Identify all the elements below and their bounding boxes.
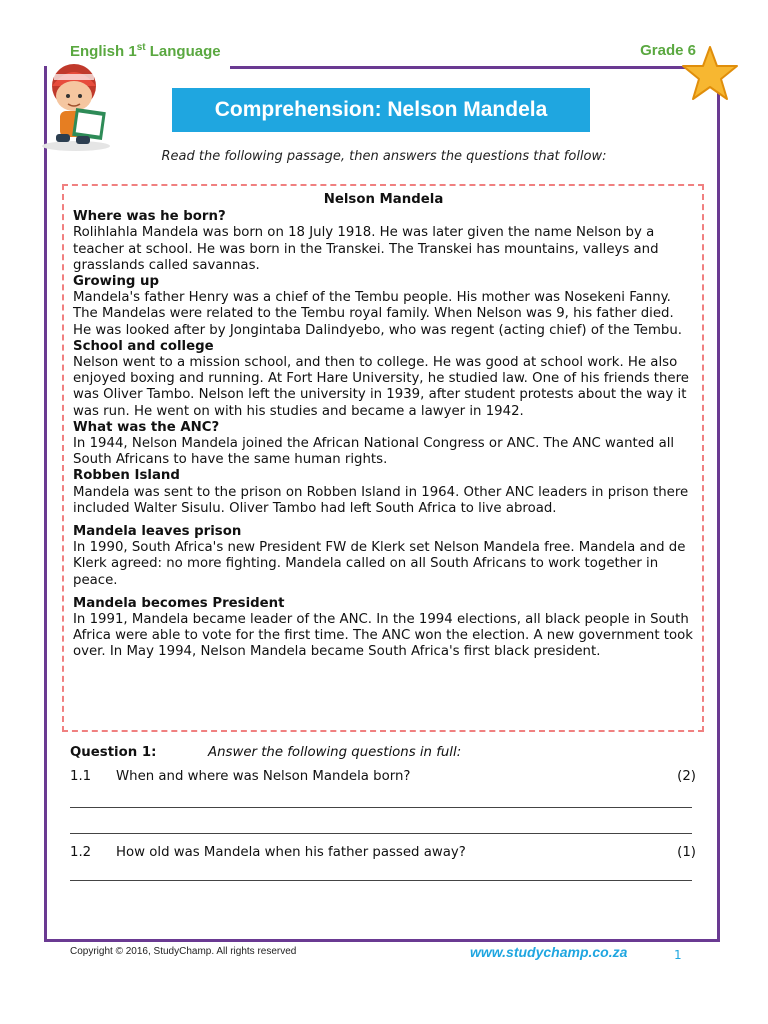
grade-label: Grade 6 [640,42,696,59]
question-marks: (1) [677,845,696,860]
answer-line[interactable] [70,833,692,834]
page-frame-top [230,66,686,69]
section-text: In 1990, South Africa's new President FW de Klerk set Nelson Mandela free. Mandela and de Klerk agreed: no more fighting. Mandela called on all South Africans to work together in peace. [73,540,686,588]
question-text: How old was Mandela when his father passed away? [116,845,466,860]
section-text: Rolihlahla Mandela was born on 18 July 1918. He was later given the name Nelson by a teacher at school. He was born in the Transkei. The Transkei has mountains, valleys and grasslands called savannas. [73,225,659,273]
section-heading: Mandela becomes President [73,595,285,611]
page-number: 1 [674,948,682,962]
question-number: 1.1 [70,769,92,784]
copyright-text: Copyright © 2016, StudyChamp. All rights reserved [70,946,297,957]
star-icon [680,44,740,104]
question-item [70,769,696,784]
reading-instruction: Read the following passage, then answers the questions that follow: [161,149,607,164]
question-marks: (2) [677,769,696,784]
section-heading: Growing up [73,274,160,290]
page-title: Comprehension: Nelson Mandela [172,88,590,132]
section-text: In 1944, Nelson Mandela joined the African National Congress or ANC. The ANC wanted all South Africans to have the same human rights. [73,436,675,468]
section-text: Mandela was sent to the prison on Robben Island in 1964. Other ANC leaders in prison there included Walter Sisulu. Oliver Tambo had left South Africa to live abroad. [73,484,689,516]
section-text: In 1991, Mandela became leader of the ANC. In the 1994 elections, all black people in South Africa were able to vote for the first time. The ANC won the election. A new government took over. In May 1994, Nelson Mandela became South Africa's first black president. [73,612,693,660]
section-text: Mandela's father Henry was a chief of the Tembu people. His mother was Nosekeni Fanny. The Mandelas were related to the Tembu royal family. When Nelson was 9, his father died. He was looked after by Jongintaba Dalindyebo, who was regent (acting chief) of the Tembu. [73,290,683,338]
section-heading: Robben Island [73,468,180,484]
reading-child-icon [30,56,120,152]
section-heading: Where was he born? [73,209,226,225]
question-item [70,845,696,860]
question-number: 1.2 [70,845,92,860]
passage-box [62,184,704,732]
website-link[interactable]: www.studychamp.co.za [470,944,628,960]
question-header [70,745,461,760]
subject-label: English 1st Language [70,42,221,60]
passage-title: Nelson Mandela [323,192,444,207]
question-instruction: Answer the following questions in full: [208,745,462,760]
section-text: Nelson went to a mission school, and then to college. He was good at school work. He also enjoyed boxing and running. At Fort Hare University, he studied law. One of his friends there was Oliver Tambo. Nelson left the university in 1939, after student protests about the way it was run. He went on with his studies and became a lawyer in 1942. [73,355,689,419]
answer-line[interactable] [70,807,692,808]
section-heading: What was the ANC? [73,419,220,435]
section-heading: School and college [73,338,214,354]
answer-line[interactable] [70,880,692,881]
question-text: When and where was Nelson Mandela born? [116,769,411,784]
question-label: Question 1: [70,745,157,760]
section-heading: Mandela leaves prison [73,524,242,540]
